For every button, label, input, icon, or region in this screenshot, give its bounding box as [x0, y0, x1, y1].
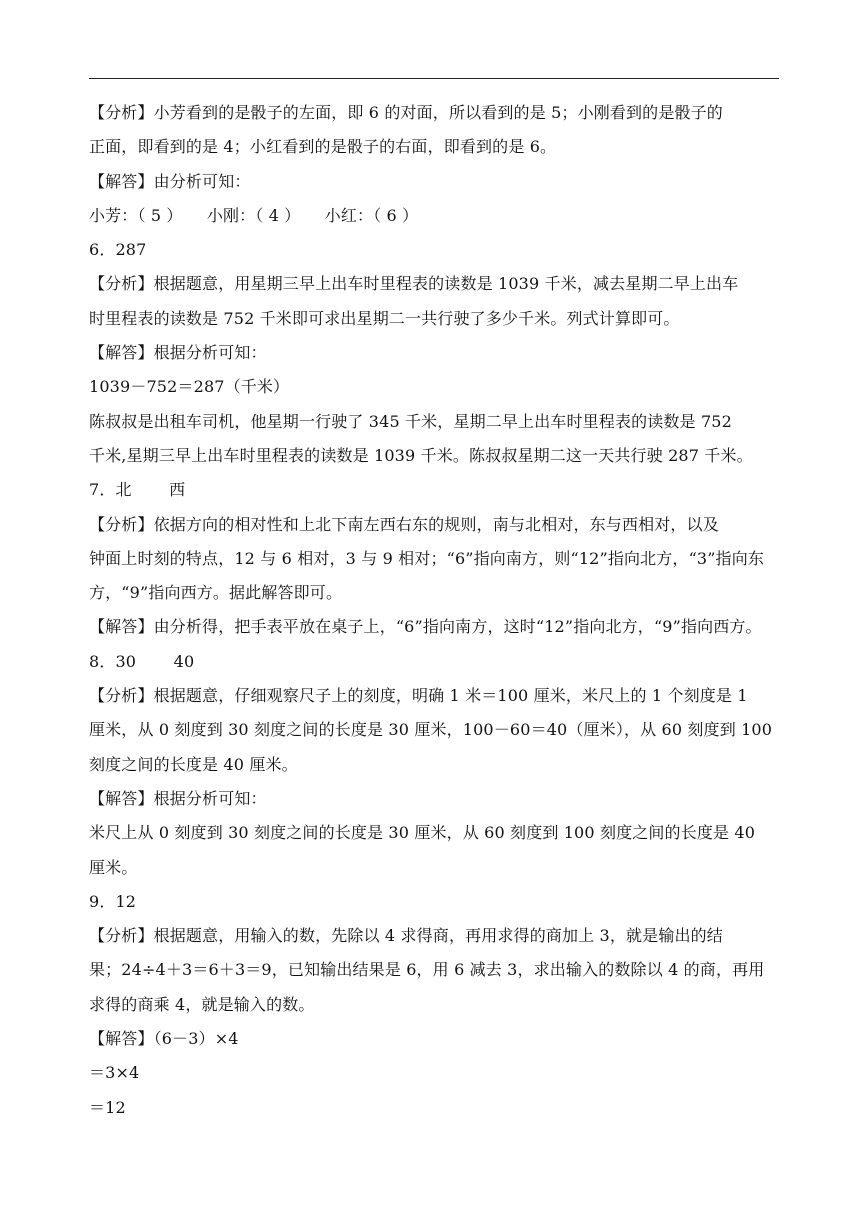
- solution-line: 千米,星期三早上出车时里程表的读数是 1039 千米。陈叔叔星期二这一天共行驶 287 千米。: [89, 445, 753, 465]
- analysis-line: 方，“9”指向西方。据此解答即可。: [89, 583, 343, 603]
- question-answer-9: 9．12: [89, 891, 137, 911]
- header-rule: [89, 78, 779, 79]
- solution-line: 陈叔叔是出租车司机，他星期一行驶了 345 千米，星期二早上出车时里程表的读数是 752: [89, 411, 732, 431]
- question-answer-6: 6．287: [89, 240, 147, 260]
- analysis-line: 刻度之间的长度是 40 厘米。: [89, 754, 298, 774]
- analysis-line: 【分析】根据题意，用输入的数，先除以 4 求得商，再用求得的商加上 3，就是输出的结: [89, 926, 723, 946]
- question-answer-7: 7．北 西: [89, 480, 186, 500]
- analysis-line: 时里程表的读数是 752 千米即可求出星期二一共行驶了多少千米。列式计算即可。: [89, 308, 680, 328]
- analysis-line: 【分析】小芳看到的是骰子的左面，即 6 的对面，所以看到的是 5；小刚看到的是骰子的: [89, 103, 723, 122]
- answer-line: 小芳：（ 5 ） 小刚：（ 4 ） 小红：（ 6 ）: [89, 205, 419, 225]
- question-answer-8: 8．30 40: [89, 651, 195, 671]
- analysis-line: 果；24÷4＋3＝6＋3＝9，已知输出结果是 6，用 6 减去 3，求出输入的数除以 4 的商，再用: [89, 960, 765, 980]
- analysis-line: 求得的商乘 4，就是输入的数。: [89, 994, 315, 1014]
- solution-line: 【解答】根据分析可知：: [89, 343, 267, 363]
- answer-text-body: [89, 96, 779, 1125]
- solution-line: 【解答】根据分析可知：: [89, 788, 267, 808]
- calculation-line: ＝12: [89, 1097, 126, 1117]
- solution-line: 米尺上从 0 刻度到 30 刻度之间的长度是 30 厘米，从 60 刻度到 100 刻度之间的长度是 40: [89, 823, 756, 843]
- solution-line: 【解答】由分析可知：: [89, 171, 251, 191]
- analysis-line: 【分析】依据方向的相对性和上北下南左西右东的规则，南与北相对，东与西相对，以及: [89, 514, 719, 534]
- analysis-line: 【分析】根据题意，用星期三早上出车时里程表的读数是 1039 千米，减去星期二早上出车: [89, 274, 739, 294]
- calculation-line: ＝3×4: [89, 1063, 140, 1083]
- analysis-line: 钟面上时刻的特点，12 与 6 相对，3 与 9 相对；“6”指向南方，则“12”指向北方，“3”指向东: [89, 548, 765, 568]
- analysis-line: 【分析】根据题意，仔细观察尺子上的刻度，明确 1 米＝100 厘米，米尺上的 1 个刻度是 1: [89, 686, 748, 706]
- calculation-line: 1039－752＝287（千米）: [89, 377, 290, 397]
- analysis-line: 厘米，从 0 刻度到 30 刻度之间的长度是 30 厘米，100－60＝40（厘米），从 60 刻度到 100: [89, 720, 773, 740]
- solution-line: 【解答】（6－3）×4: [89, 1029, 239, 1049]
- analysis-line: 正面，即看到的是 4；小红看到的是骰子的右面，即看到的是 6。: [89, 137, 557, 157]
- solution-line: 【解答】由分析得，把手表平放在桌子上，“6”指向南方，这时“12”指向北方，“9”指向西方。: [89, 617, 762, 637]
- solution-line: 厘米。: [89, 857, 138, 877]
